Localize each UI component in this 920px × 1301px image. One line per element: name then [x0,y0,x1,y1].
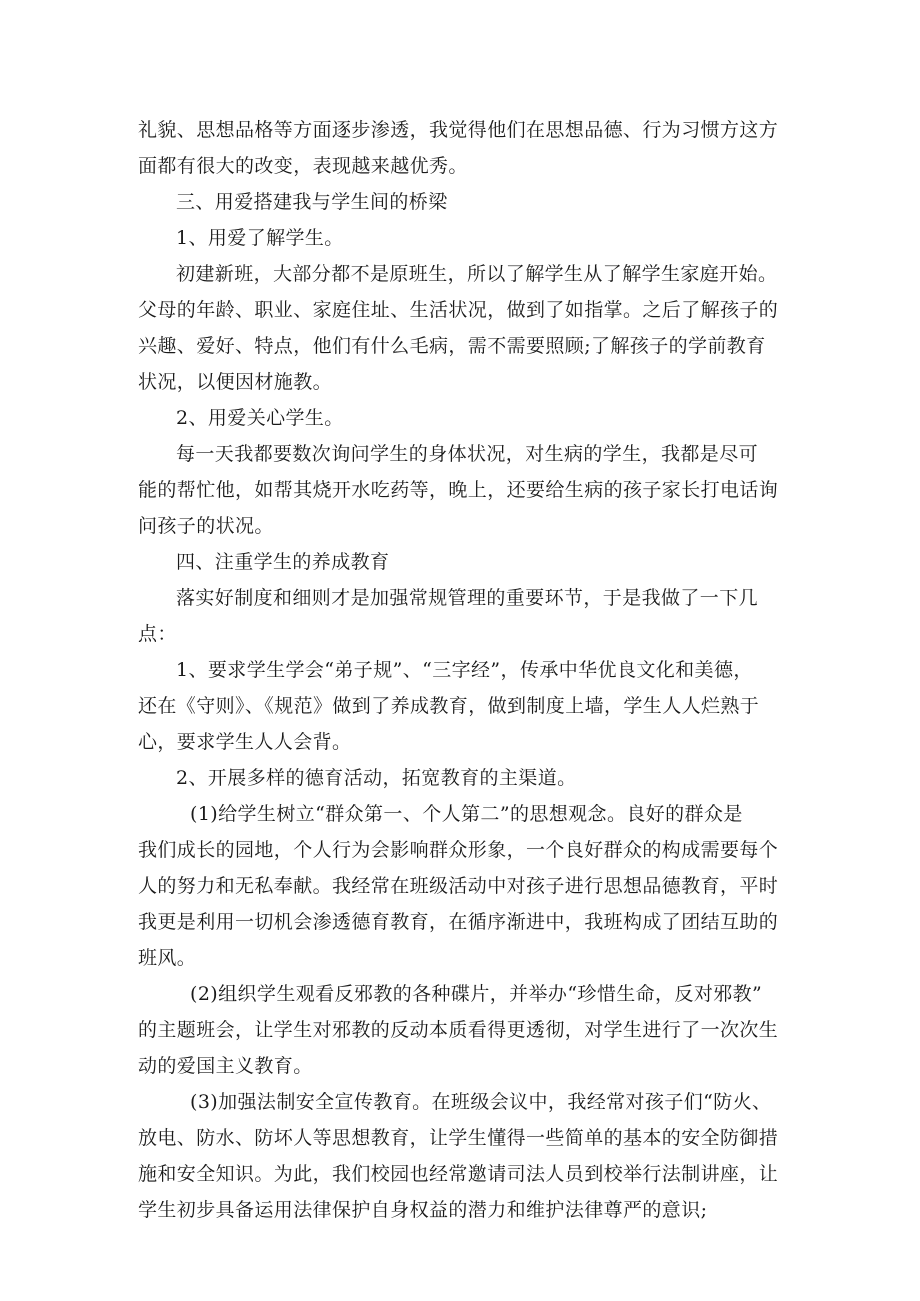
section-heading: 三、用爱搭建我与学生间的桥梁 [176,191,448,213]
text-line: 放电、防水、防坏人等思想教育，让学生懂得一些简单的基本的安全防御措 [138,1127,779,1149]
document-body [138,112,788,1228]
list-item: 1、要求学生学会“弟子规”、“三字经”，传承中华优良文化和美德， [176,659,753,681]
list-item: 2、开展多样的德育活动，拓宽教育的主渠道。 [176,767,577,789]
text-line: 礼貌、思想品格等方面逐步渗透，我觉得他们在思想品德、行为习惯方这方 [138,119,779,141]
text-line: 班风。 [138,947,197,969]
subsection-heading: 2、用爱关心学生。 [176,407,344,429]
text-line: 能的帮忙他，如帮其烧开水吃药等，晚上，还要给生病的孩子家长打电话询 [138,479,779,501]
list-item: (2)组织学生观看反邪教的各种碟片，并举办“珍惜生命，反对邪教” [190,983,763,1005]
text-line: 每一天我都要数次询问学生的身体状况，对生病的学生，我都是尽可 [176,443,759,465]
text-line: 心，要求学生人人会背。 [138,731,352,753]
text-line: 初建新班，大部分都不是原班生，所以了解学生从了解学生家庭开始。 [176,263,778,285]
text-line: 状况，以便因材施教。 [138,371,333,393]
subsection-heading: 1、用爱了解学生。 [176,227,344,249]
text-line: 还在《守则》、《规范》做到了养成教育，做到制度上墙，学生人人烂熟于 [138,695,760,717]
text-line: 学生初步具备运用法律保护自身权益的潜力和维护法律尊严的意识; [138,1199,708,1221]
text-line: 点： [138,623,177,645]
text-line: 兴趣、爱好、特点，他们有什么毛病，需不需要照顾;了解孩子的学前教育 [138,335,766,357]
text-line: 父母的年龄、职业、家庭住址、生活状况，做到了如指掌。之后了解孩子的 [138,299,779,321]
text-line: 问孩子的状况。 [138,515,274,537]
text-line: 我们成长的园地，个人行为会影响群众形象，一个良好群众的构成需要每个 [138,839,779,861]
list-item: (3)加强法制安全宣传教育。在班级会议中，我经常对孩子们“防火、 [190,1091,772,1113]
text-line: 人的努力和无私奉献。我经常在班级活动中对孩子进行思想品德教育，平时 [138,875,779,897]
list-item: (1)给学生树立“群众第一、个人第二”的思想观念。良好的群众是 [190,803,743,825]
text-line: 落实好制度和细则才是加强常规管理的重要环节，于是我做了一下几 [176,587,759,609]
text-line: 面都有很大的改变，表现越来越优秀。 [138,155,468,177]
text-line: 我更是利用一切机会渗透德育教育，在循序渐进中，我班构成了团结互助的 [138,911,779,933]
text-line: 施和安全知识。为此，我们校园也经常邀请司法人员到校举行法制讲座，让 [138,1163,779,1185]
text-line: 的主题班会，让学生对邪教的反动本质看得更透彻，对学生进行了一次次生 [138,1019,779,1041]
section-heading: 四、注重学生的养成教育 [176,551,390,573]
text-line: 动的爱国主义教育。 [138,1055,313,1077]
